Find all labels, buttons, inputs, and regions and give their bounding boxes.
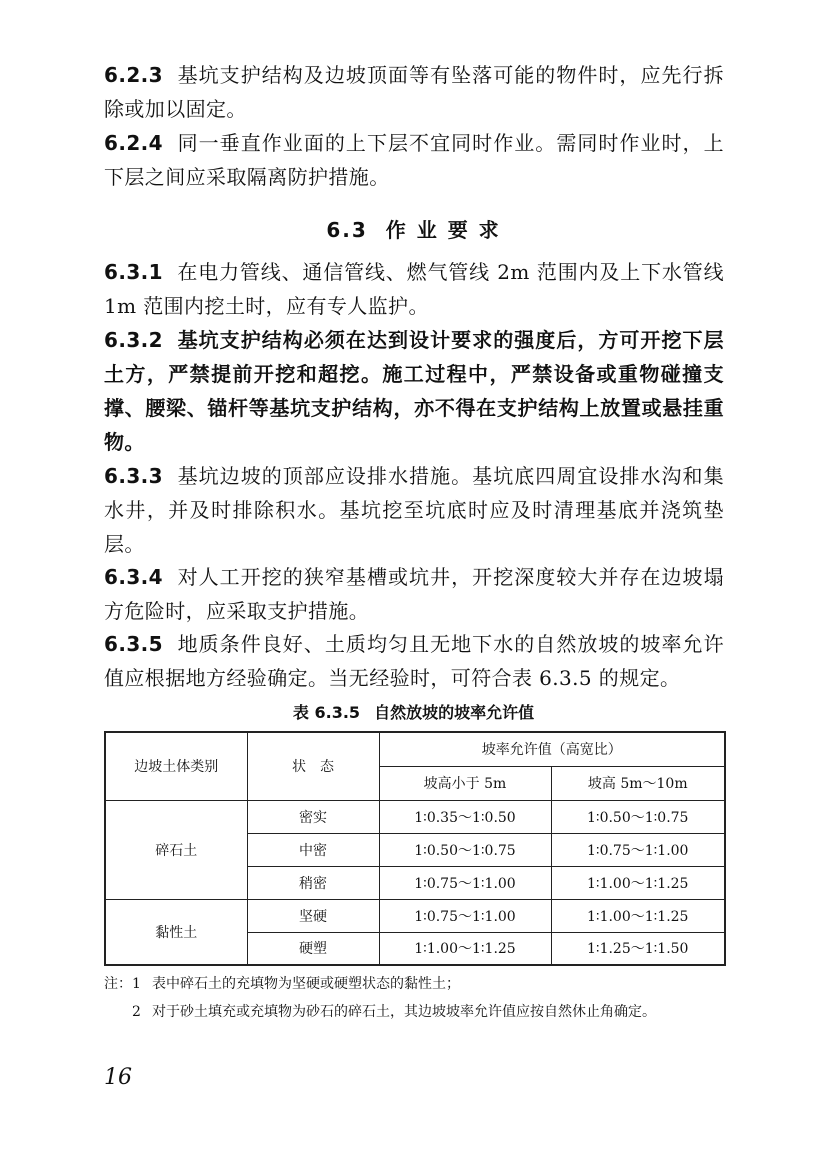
clause-text: 地质条件良好、土质均匀且无地下水的自然放坡的坡率允许值应根据地方经验确定。当无经验时，可符合表 6.3.5 的规定。 xyxy=(104,632,724,690)
clause-number: 6.3.3 xyxy=(104,464,163,488)
table-row xyxy=(105,899,725,932)
note-item xyxy=(104,970,724,998)
note-text: 对于砂土填充或充填物为砂石的碎石土，其边坡坡率允许值应按自然休止角确定。 xyxy=(152,1004,656,1020)
table-number: 表 6.3.5 xyxy=(292,703,361,722)
ratio-5m-10m-cell: 1∶0.75～1∶1.00 xyxy=(551,833,725,866)
soil-cell: 碎石土 xyxy=(105,800,247,899)
clause-6-3-2 xyxy=(104,323,724,459)
clause-6-3-5 xyxy=(104,627,724,695)
state-cell: 密实 xyxy=(247,800,379,833)
clause-6-2-3 xyxy=(104,58,724,126)
note-number: 1 xyxy=(132,976,141,992)
clause-number: 6.2.4 xyxy=(104,131,163,155)
table-title: 自然放坡的坡率允许值 xyxy=(374,703,535,722)
page-number: 16 xyxy=(104,1065,132,1090)
clause-number: 6.3.2 xyxy=(104,328,163,352)
header-5m-10m: 坡高 5m～10m xyxy=(551,766,725,800)
notes-label: 注： xyxy=(104,976,132,992)
note-item xyxy=(104,998,724,1026)
clause-text: 基坑支护结构必须在达到设计要求的强度后，方可开挖下层土方，严禁提前开挖和超挖。施工过程中，严禁设备或重物碰撞支撑、腰梁、锚杆等基坑支护结构，亦不得在支护结构上放置或悬挂重物。 xyxy=(104,328,724,454)
clause-text: 在电力管线、通信管线、燃气管线 2m 范围内及上下水管线 1m 范围内挖土时，应有专人监护。 xyxy=(104,260,724,318)
state-cell: 坚硬 xyxy=(247,899,379,932)
header-under-5m: 坡高小于 5m xyxy=(379,766,551,800)
ratio-under-5m-cell: 1∶0.75～1∶1.00 xyxy=(379,866,551,899)
clause-number: 6.2.3 xyxy=(104,63,163,87)
clause-number: 6.3.4 xyxy=(104,565,163,589)
table-caption xyxy=(0,700,827,723)
clause-text: 基坑支护结构及边坡顶面等有坠落可能的物件时，应先行拆除或加以固定。 xyxy=(104,63,724,121)
state-cell: 中密 xyxy=(247,833,379,866)
slope-table xyxy=(104,731,726,966)
clause-6-3-4 xyxy=(104,560,724,628)
clause-number: 6.3.1 xyxy=(104,260,163,284)
clause-6-2-4 xyxy=(104,126,724,194)
ratio-under-5m-cell: 1∶0.35～1∶0.50 xyxy=(379,800,551,833)
table-notes xyxy=(104,970,724,1026)
clause-6-3-3 xyxy=(104,459,724,561)
ratio-under-5m-cell: 1∶1.00～1∶1.25 xyxy=(379,932,551,965)
section-number: 6.3 xyxy=(326,218,368,242)
section-title: 作 业 要 求 xyxy=(385,218,501,242)
header-soil-type: 边坡土体类别 xyxy=(105,732,247,800)
section-heading xyxy=(0,214,827,243)
header-state: 状 态 xyxy=(247,732,379,800)
ratio-5m-10m-cell: 1∶1.25～1∶1.50 xyxy=(551,932,725,965)
soil-cell: 黏性土 xyxy=(105,899,247,965)
clause-6-3-1 xyxy=(104,255,724,323)
ratio-5m-10m-cell: 1∶0.50～1∶0.75 xyxy=(551,800,725,833)
clause-number: 6.3.5 xyxy=(104,632,163,656)
ratio-5m-10m-cell: 1∶1.00～1∶1.25 xyxy=(551,866,725,899)
note-number: 2 xyxy=(132,1004,141,1020)
clause-text: 同一垂直作业面的上下层不宜同时作业。需同时作业时，上下层之间应采取隔离防护措施。 xyxy=(104,131,724,189)
ratio-5m-10m-cell: 1∶1.00～1∶1.25 xyxy=(551,899,725,932)
state-cell: 硬塑 xyxy=(247,932,379,965)
note-text: 表中碎石土的充填物为坚硬或硬塑状态的黏性土； xyxy=(152,976,460,992)
ratio-under-5m-cell: 1∶0.50～1∶0.75 xyxy=(379,833,551,866)
header-ratio: 坡率允许值（高宽比） xyxy=(379,732,725,766)
clause-text: 对人工开挖的狭窄基槽或坑井，开挖深度较大并存在边坡塌方危险时，应采取支护措施。 xyxy=(104,565,724,623)
table-row xyxy=(105,800,725,833)
state-cell: 稍密 xyxy=(247,866,379,899)
ratio-under-5m-cell: 1∶0.75～1∶1.00 xyxy=(379,899,551,932)
clause-text: 基坑边坡的顶部应设排水措施。基坑底四周宜设排水沟和集水井，并及时排除积水。基坑挖至坑底时应及时清理基底并浇筑垫层。 xyxy=(104,464,724,556)
